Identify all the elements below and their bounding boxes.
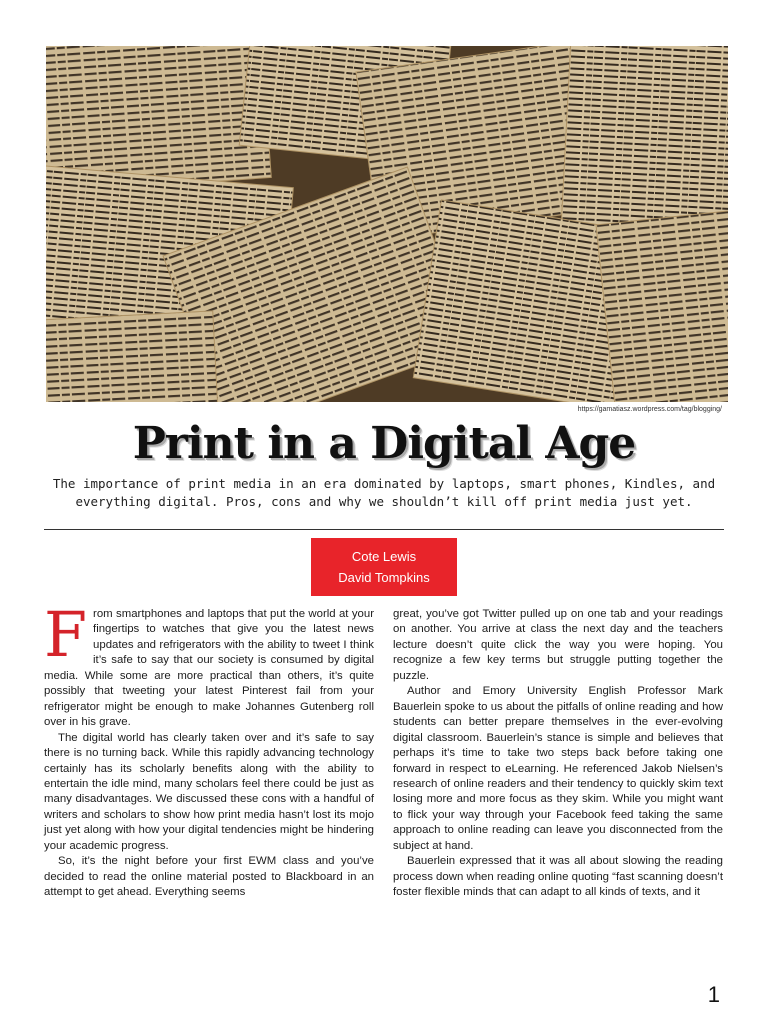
article-column-left [44,598,374,901]
image-credit: https://gamatiasz.wordpress.com/tag/blogging/ [577,406,722,413]
paragraph: great, you’ve got Twitter pulled up on one tab and your readings on another. You arrive at class the next day and the teachers lecture doesn’t quite click the way you were hoping. You recognize a few key terms but struggle putting together the puzzle. [393,608,723,682]
paragraph: So, it’s the night before your first EWM class and you’ve decided to read the online material posted to Blackboard in an attempt to get ahead. Everything seems [44,855,374,899]
article-column-right [393,607,723,901]
paragraph: Author and Emory University English Professor Mark Bauerlein spoke to us about the pitfalls of online reading and how students can better prepare themselves in the ever-evolving digital classroom. Bauerlein’s stance is simple and believes that perhaps it’s time to take two steps back before taking one forward in respect to eLearning. He referenced Jakob Nielsen’s research of online readers and their tendency to quickly skim text losing more and more focus as they skim. While you might want to flick your way through your Facebook feed taking the same approach to online reading can leave you disconnected from the subject at hand. [393,685,723,852]
author-name: Cote Lewis [351,549,417,564]
paragraph: From smartphones and laptops that put the world at your fingertips to watches that give you the latest news updates and refrigerators with the ability to tweet I think it’s safe to say that our society is consumed by digital media. While some are more practical than others, it’s quite possibly that tweeting your latest Pinterest fail from your refrigerator might be enough to make Johannes Gutenberg roll over in his grave. [44,598,374,729]
page-number: 1 [707,982,720,1007]
drop-cap: F [44,598,88,671]
paragraph: Bauerlein expressed that it was all about slowing the reading process down when reading online quoting “fast scanning doesn’t foster flexible minds that can adapt to all kinds of texts, and it [393,855,723,899]
article-subtitle: The importance of print media in an era dominated by laptops, smart phones, Kindles, and everything digital. Pros, cons and why we shouldn’t kill off print media just yet. [52,476,716,509]
paragraph: The digital world has clearly taken over and it’s safe to say there is no turning back. While this rapidly advancing technology certainly has its scholarly benefits along with the ability to entertain the idle mind, many scholars feel there could be just as many disadvantages. We discussed these cons with a handful of writers and scholars to show how print media hasn’t lost its mojo just yet along with how your digital tendencies might be hindering your academic progress. [44,731,374,852]
hero-image-old-book-pages [46,46,728,402]
divider [44,529,724,530]
author-name: David Tompkins [338,570,430,585]
article-title: Print in a Digital Age [132,418,636,469]
byline-box [311,538,457,596]
